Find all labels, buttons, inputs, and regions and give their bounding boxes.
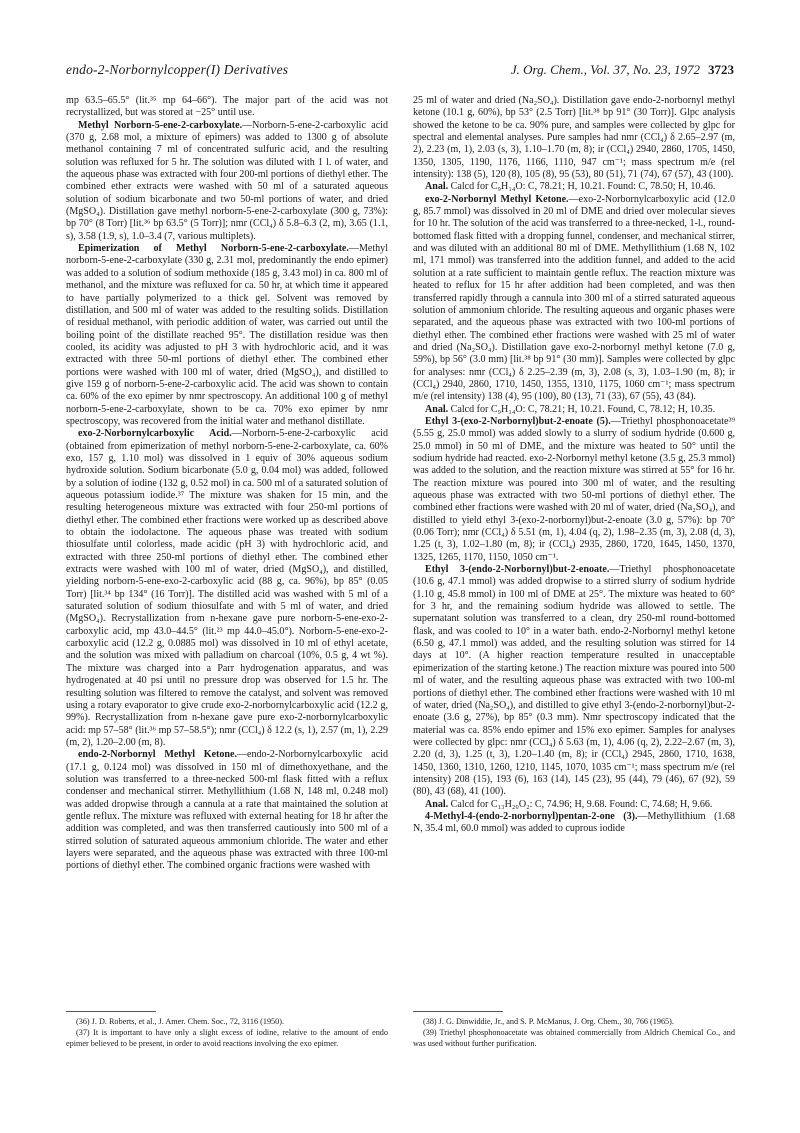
section-heading: 4-Methyl-4-(endo-2-norbornyl)pentan-2-one (3). [425, 810, 638, 822]
section-heading: Anal. [425, 798, 449, 810]
section-heading: exo-2-Norbornyl Methyl Ketone. [425, 193, 569, 205]
section-heading: Ethyl 3-(endo-2-Norbornyl)but-2-enoate. [425, 564, 610, 576]
paragraph-text: 25 ml of water and dried (Na₂SO₄). Distillation gave endo-2-norbornyl methyl ketone (10.1 g, 60%), bp 53° (2.5 Torr) [lit.³⁸ bp 91° (30 Torr)]. Glpc analysis showed the ketone to be ca. 90% pure, and samples were collected by glpc for spectral and elemental analyses. Pure samples had nmr (CCl₄) δ 2.65–2.97 (m, 2), 2.23 (m, 1), 2.03 (s, 3), 1.10–1.70 (m, 8); ir (CCl₄) 2940, 2860, 1705, 1450, 1350, 1305, 1190, 1176, 1166, 1110, 947 cm⁻¹; mass spectrum m/e (rel intensity): 138 (5), 120 (8), 105 (8), 95 (53), 80 (51), 71 (74), 67 (57), 43 (100). [413, 95, 735, 181]
section-heading: Methyl Norborn-5-ene-2-carboxylate. [78, 119, 243, 131]
right-column [413, 95, 735, 995]
paragraph [413, 799, 735, 811]
section-heading: Epimerization of Methyl Norborn-5-ene-2-carboxylate. [78, 243, 349, 255]
footnote-rule-left [66, 1011, 156, 1012]
paragraph-text: —exo-2-Norbornylcarboxylic acid (12.0 g, 85.7 mmol) was dissolved in 20 ml of DME and dried over molecular sieves for 10 hr. The solution of the acid was transferred to a three-necked, 1-l., round-bottomed flask fitted with a dropping funnel, condenser, and mechanical stirrer, and was diluted with an additional 80 ml of DME. Methyllithium (1.68 N, 102 ml, 171 mmol) was transferred into the addition funnel, and added to the acid solution at a rate sufficient to maintain gentle reflux. The reaction mixture was heated to reflux for 15 hr after addition had been completed, and was then transferred rapidly through a cannula into 300 ml of a stirred saturated aqueous solution of ammonium chloride. The resulting aqueous and organic phases were separated, and the aqueous phase was extracted with two 100-ml portions of diethyl ether. The combined ether fractions were washed with 25 ml of water and dried (Na₂SO₄). Distillation gave exo-2-norbornyl methyl ketone (7.0 g, 59%), bp 56° (3.0 mm) [lit.³⁸ bp 91° (30 mm)]. Samples were collected by glpc for analyses: nmr (CCl₄) δ 2.25–2.39 (m, 3), 2.08 (s, 3), 1.03–1.90 (m, 8); ir (CCl₄) 2940, 2860, 1710, 1450, 1355, 1310, 1175, 1060 cm⁻¹; mass spectrum m/e (rel intensity) 138 (4), 95 (100), 80 (13), 71 (33), 67 (55), 43 (84). [413, 193, 735, 403]
left-column [66, 95, 388, 995]
paragraph-text: —endo-2-Norbornylcarboxylic acid (17.1 g, 0.124 mol) was dissolved in 150 ml of dimethoxyethane, and the solution was transferred to a three-necked 500-ml flask fitted with a reflux condenser and mechanical stirrer. Methyllithium (1.68 N, 148 ml, 0.248 mol) was added dropwise through a cannula at a rate that maintained the solution at gentle reflux. The mixture was refluxed with external heating for 18 hr after the addition was completed, and was then transferred cautiously into 500 ml of a stirred solution of saturated aqueous ammonium chloride. The water and ether layers were separated, and the aqueous phase was extracted with three 100-ml portions of diethyl ether. The combined organic fractions were washed with [66, 749, 388, 872]
paragraph [66, 243, 388, 428]
section-heading: exo-2-Norbornylcarboxylic Acid. [78, 428, 232, 440]
paragraph-text: —Methyl norborn-5-ene-2-carboxylate (330 g, 2.31 mol, predominantly the endo epimer) was added to a solution of sodium methoxide (185 g, 3.43 mol) in ca. 800 ml of methanol, and the mixture was refluxed for ca. 50 hr, at which time it appeared to have partially polymerized to a thick gel. Solvent was removed by distillation, and 500 ml of water was added to the resulting solids. Distillation of residual methanol, with periodic addition of water, was carried out until the boiling point of the distillate reached 95°. The distillation residue was then cooled, its acidity was adjusted to pH 3 with hydrochloric acid, and it was extracted with three 50-ml portions of diethyl ether. The combined ether portions were washed with 100 ml of water, dried (MgSO₄), and distilled to give 159 g of norborn-5-ene-2-carboxylic acid. The acid was shown to contain ca. 60% of the exo epimer by nmr spectroscopy. An additional 100 g of methyl norborn-5-ene-2-carboxylate, shown to be ca. 70% exo epimer by nmr spectroscopy, was recovered from the initial water and methanol distillate. [66, 243, 388, 427]
footnotes-left [66, 1017, 388, 1050]
paragraph [413, 416, 735, 564]
paragraph [413, 404, 735, 416]
journal-citation [511, 62, 734, 78]
footnote: (38) J. G. Dinwiddie, Jr., and S. P. McManus, J. Org. Chem., 30, 766 (1965). [423, 1017, 674, 1026]
paragraph [413, 194, 735, 404]
paragraph-text: —Triethyl phosphonoacetate (10.6 g, 47.1 mmol) was added dropwise to a stirred slurry of sodium hydride (1.10 g, 45.8 mmol) in 100 ml of DME at 25°. The mixture was heated to 60° for 3 hr, and the remaining sodium hydride was allowed to settle. The supernatant solution was transferred to a clean, dry 250-ml round-bottomed flask, and was cooled to 10° in a water bath. endo-2-Norbornyl methyl ketone (6.50 g, 47.1 mmol) was added, and the resulting solution was stirred for 14 days at 10°. (A higher reaction temperature resulted in unacceptable epimerization of the starting ketone.) The reaction mixture was poured into 500 ml of water, and the resulting aqueous phase was extracted with two 100-ml portions of diethyl ether. The combined ether fractions were washed with 10 ml of water, dried (Na₂SO₄), and distilled to give ethyl 3-(endo-2-norbornyl)but-2-enoate (3.6 g, 27%), bp 85° (0.3 mm). Nmr spectroscopy indicated that the material was ca. 85% endo epimer and 15% exo epimer. Samples for analyses were collected by glpc: nmr (CCl₄) δ 5.63 (m, 1), 4.06 (q, 2), 2.22–2.67 (m, 3), 2.20 (d, 3), 1.25 (t, 3), 1.20–1.40 (m, 8); ir (CCl₄) 2945, 2860, 1710, 1638, 1450, 1360, 1310, 1260, 1210, 1145, 1070, 1035 cm⁻¹; mass spectrum m/e (rel intensity) 208 (15), 193 (6), 163 (14), 145 (23), 95 (44), 79 (46), 67 (92), 59 (80), 43 (68), 41 (100). [413, 564, 735, 798]
paragraph-text: Calcd for C₉H₁₄O: C, 78.21; H, 10.21. Found, C, 78.12; H, 10.35. [448, 403, 716, 415]
paragraph-text: —Norborn-5-ene-2-carboxylic acid (obtained from epimerization of methyl norborn-5-ene-2-carboxylate, ca. 60% exo, 157 g, 1.10 mol) was dissolved in 1 equiv of 30% aqueous sodium hydroxide solution. Sodium bicarbonate (5.0 g, 0.04 mol) was added, followed by a solution of iodine (132 g, 0.52 mol) in ca. 500 ml of a saturated solution of aqueous potassium iodide.³⁷ The mixture was shaken for 15 min, and the resulting heterogeneous mixture was extracted with four 250-ml portions of diethyl ether. The combined ether fractions were worked up as described above to obtain the iodolactone. The aqueous phase was treated with sodium thiosulfate until colorless, made acidic (pH 3) with hydrochloric acid, and extracted with three 250-ml portions of diethyl ether. The combined ether extracts were washed with 100 ml of water, dried (MgSO₄), and distilled, yielding norborn-5-ene-exo-2-carboxylic acid (88 g, ca. 96%), bp 85° (0.05 Torr) [lit.³⁴ bp 134° (16 Torr)]. The distilled acid was washed with 5 ml of a saturated solution of sodium thiosulfate and with 5 ml of water, and dried (MgSO₄). Recrystallization from n-hexane gave pure norborn-5-ene-exo-2-carboxylic acid, mp 43.0–44.5° (lit.²³ mp 44.0–45.0°). Norborn-5-ene-exo-2-carboxylic acid (12.2 g, 0.0885 mol) was dissolved in 10 ml of ethyl acetate, and the solution was mixed with palladium on charcoal (10%, 0.5 g, 4 wt %). The mixture was charged into a Parr hydrogenation apparatus, and was hydrogenated at 40 psi until no pressure drop was observed for 1.5 hr. The resulting solution was filtered to remove the catalyst, and solvent was removed using a rotary evaporator to give crude exo-2-norbornylcarboxylic acid (12.2 g, 99%). Recrystallization from n-hexane gave pure exo-2-norbornylcarboxylic acid: mp 57–58° (lit.³⁶ mp 57–58.5°); nmr (CCl₄) δ 12.2 (s, 1), 2.57 (m, 1), 2.29 (m, 2), 1.20–2.00 (m, 8). [66, 428, 388, 748]
paragraph [413, 564, 735, 799]
page-number: 3723 [708, 62, 734, 77]
footnote: (39) Triethyl phosphonoacetate was obtained commercially from Aldrich Chemical Co., and was used without further purification. [413, 1028, 735, 1048]
journal-name: J. Org. Chem., Vol. 37, No. 23, 1972 [510, 62, 700, 77]
paragraph-text: —Triethyl phosphonoacetate³⁹ (5.55 g, 25.0 mmol) was added slowly to a slurry of sodium hydride (0.600 g, 25.0 mmol) in 50 ml of DME, and the mixture was heated to 50° until the sodium hydride had reacted. exo-2-Norbornyl methyl ketone (3.5 g, 25.3 mmol) was added to the solution, and the reaction mixture was stirred at 55° for 16 hr. The reaction mixture was poured into 300 ml of water, and the resulting aqueous phase was extracted with two 50-ml portions of diethyl ether. The combined ether fractions were washed with 20 ml of water, dried (Na₂SO₄), and distilled to yield ethyl 3-(exo-2-norbornyl)but-2-enoate (3.0 g, 57%): bp 70° (0.06 Torr); nmr (CCl₄) δ 5.51 (m, 1), 4.04 (q, 2), 1.98–2.35 (m, 3), 2.08 (d, 3), 1.25 (t, 3), 1.02–1.80 (m, 8); ir (CCl₄) 2935, 2860, 1720, 1645, 1450, 1370, 1325, 1265, 1170, 1150, 1050 cm⁻¹. [413, 415, 735, 563]
footnote: (36) J. D. Roberts, et al., J. Amer. Chem. Soc., 72, 3116 (1950). [76, 1017, 284, 1026]
paragraph [413, 811, 735, 836]
running-header [66, 62, 734, 82]
paragraph-text: —Methyllithium (1.68 N, 35.4 ml, 60.0 mmol) was added to cuprous iodide [413, 810, 735, 835]
running-title: endo-2-Norbornylcopper(I) Derivatives [66, 62, 289, 77]
paragraph [66, 95, 388, 120]
paragraph-text: Calcd for C₁₃H₂₀O₂: C, 74.96; H, 9.68. Found: C, 74.68; H, 9.66. [448, 798, 713, 810]
section-heading: endo-2-Norbornyl Methyl Ketone. [78, 749, 237, 761]
footnote: (37) It is important to have only a slight excess of iodine, relative to the amount of endo epimer believed to be present, in order to avoid reactions involving the exo epimer. [66, 1028, 388, 1048]
paragraph [66, 120, 388, 243]
section-heading: Anal. [425, 403, 449, 415]
section-heading: Anal. [425, 181, 449, 193]
paragraph [66, 428, 388, 749]
paragraph [413, 95, 735, 181]
footnotes-right [413, 1017, 735, 1050]
paragraph [413, 181, 735, 193]
paragraph [66, 749, 388, 872]
paragraph-text: Calcd for C₉H₁₄O: C, 78.21; H, 10.21. Found: C, 78.50; H, 10.46. [448, 181, 716, 193]
section-heading: Ethyl 3-(exo-2-Norbornyl)but-2-enoate (5). [425, 415, 611, 427]
paragraph-text: —Norborn-5-ene-2-carboxylic acid (370 g, 2.68 mol, a mixture of epimers) was added to 1300 g of absolute methanol containing 7 ml of concentrated sulfuric acid, and the resulting solution was refluxed for 5 hr. The solution was diluted with 1 l. of water, and the aqueous phase was extracted with four 200-ml portions of diethyl ether. The combined ether extracts were washed with 50 ml of a saturated aqueous solution of sodium bicarbonate and two 50-ml portions of water, and dried (MgSO₄). Distillation gave methyl norborn-5-ene-2-carboxylate (300 g, 73%): bp 70° (8 Torr) [lit.³⁶ bp 63.5° (5 Torr)]; nmr (CCl₄) δ 5.8–6.3 (2, m), 3.65 (1.1, s), 3.58 (1.9, s), 1.0–3.4 (7, various multiplets). [66, 119, 388, 242]
footnote-rule-right [413, 1011, 503, 1012]
paragraph-text: mp 63.5–65.5° (lit.³⁵ mp 64–66°). The major part of the acid was not recrystallized, but was stored at −25° until use. [66, 95, 388, 119]
